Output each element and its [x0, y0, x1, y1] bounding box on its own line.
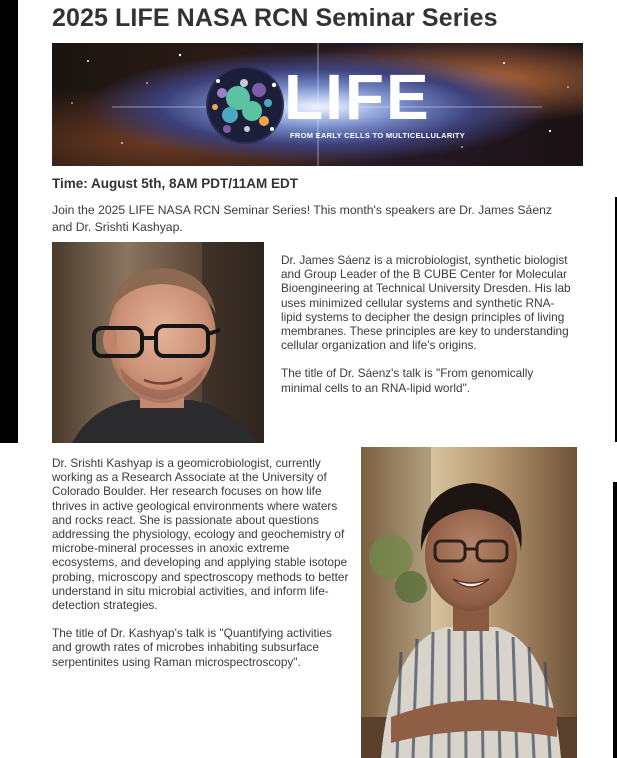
talk-title-kashyap: The title of Dr. Kashyap's talk is "Quantifying activities and growth rates of microbes inhabiting subsurface serpentinites using Raman microspectroscopy".	[52, 626, 332, 669]
left-edge-bar	[0, 0, 18, 443]
bio-paragraph-saenz: Dr. James Sáenz is a microbiologist, synthetic biologist and Group Leader of the B CUBE Center for Molecular Bioengineering at Technical University Dresden. His lab uses minimized cellular systems and synthetic RNA-lipid systems to decipher the design principles of living membranes. These principles are key to understanding cellular organization and life's origins.	[281, 253, 571, 353]
talk-title-saenz: The title of Dr. Sáenz's talk is "From genomically minimal cells to an RNA-lipid world".	[281, 366, 534, 395]
life-banner	[52, 43, 583, 166]
banner-tagline: FROM EARLY CELLS TO MULTICELLULARITY	[290, 131, 466, 140]
portrait-kashyap-image	[361, 447, 577, 758]
speaker-bio-saenz	[281, 253, 571, 409]
banner-life-wordmark: LIFE	[284, 61, 431, 133]
right-edge-bar-bottom	[613, 482, 617, 758]
portrait-saenz-image	[52, 242, 264, 443]
event-intro: Join the 2025 LIFE NASA RCN Seminar Series! This month's speakers are Dr. James Sáenz and Dr. Srishti Kashyap.	[52, 203, 552, 234]
speaker-photo-saenz	[52, 242, 264, 443]
bio-paragraph-kashyap: Dr. Srishti Kashyap is a geomicrobiologist, currently working as a Research Associate at the University of Colorado Boulder. Her research focuses on how life thrives in active geological environments where waters and rocks react. She is passionate about questions addressing the physiology, ecology and geochemistry of microbe-mineral processes in anoxic extreme ecosystems, and developing and applying stable isotope probing, microscopy and spectroscopy methods to better understand in situ microbial activities, and inform life-detection strategies.	[52, 456, 349, 613]
speaker-bio-kashyap	[52, 456, 350, 683]
speaker-photo-kashyap	[361, 447, 577, 758]
event-time: Time: August 5th, 8AM PDT/11AM EDT	[52, 176, 299, 191]
life-logo-icon	[207, 67, 283, 143]
page-title: 2025 LIFE NASA RCN Seminar Series	[52, 4, 498, 32]
